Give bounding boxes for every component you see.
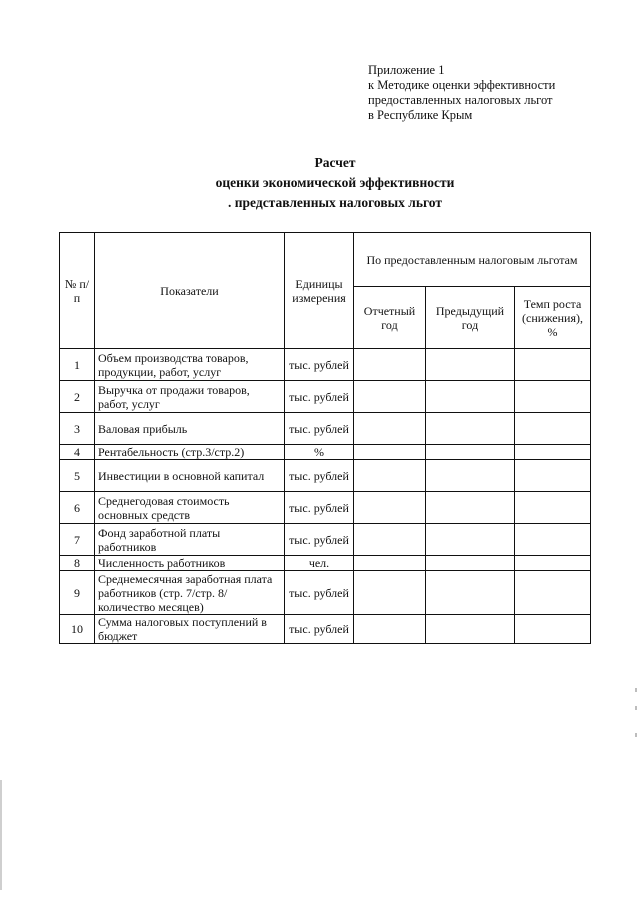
scan-speck	[635, 706, 637, 710]
appendix-line: к Методике оценки эффективности	[368, 78, 556, 92]
row-indicator: Сумма налоговых поступлений в бюджет	[95, 615, 285, 644]
title-line-2: оценки экономической эффективности	[215, 175, 455, 190]
cell-previous-year	[426, 460, 515, 492]
cell-previous-year	[426, 524, 515, 556]
cell-reporting-year	[354, 615, 426, 644]
row-number: 3	[60, 413, 95, 445]
row-indicator: Инвестиции в основной капитал	[95, 460, 285, 492]
appendix-line: Приложение 1	[368, 63, 445, 77]
row-number: 9	[60, 571, 95, 615]
table-row	[60, 615, 591, 644]
header-growth-rate: Темп роста (снижения), %	[515, 287, 591, 349]
row-unit: тыс. рублей	[285, 492, 354, 524]
cell-growth-rate	[515, 460, 591, 492]
table-row	[60, 571, 591, 615]
table-row	[60, 524, 591, 556]
row-indicator: Валовая прибыль	[95, 413, 285, 445]
cell-reporting-year	[354, 571, 426, 615]
header-number: № п/п	[60, 233, 95, 349]
table-row	[60, 556, 591, 571]
row-unit: %	[285, 445, 354, 460]
cell-previous-year	[426, 413, 515, 445]
row-number: 6	[60, 492, 95, 524]
cell-reporting-year	[354, 492, 426, 524]
row-indicator: Рентабельность (стр.3/стр.2)	[95, 445, 285, 460]
row-number: 8	[60, 556, 95, 571]
header-benefits-group: По предоставленным налоговым льготам	[354, 233, 591, 287]
table-row	[60, 460, 591, 492]
cell-previous-year	[426, 445, 515, 460]
cell-reporting-year	[354, 556, 426, 571]
row-indicator: Среднегодовая стоимость основных средств	[95, 492, 285, 524]
cell-growth-rate	[515, 413, 591, 445]
cell-growth-rate	[515, 571, 591, 615]
appendix-line: в Республике Крым	[368, 108, 473, 122]
row-unit: тыс. рублей	[285, 349, 354, 381]
cell-reporting-year	[354, 445, 426, 460]
header-reporting-year: Отчетный год	[354, 287, 426, 349]
calculation-table	[59, 232, 591, 644]
cell-growth-rate	[515, 524, 591, 556]
appendix-note	[368, 63, 618, 123]
row-unit: тыс. рублей	[285, 615, 354, 644]
row-number: 1	[60, 349, 95, 381]
table-row	[60, 381, 591, 413]
cell-previous-year	[426, 349, 515, 381]
cell-reporting-year	[354, 381, 426, 413]
row-indicator: Объем производства товаров, продукции, работ, услуг	[95, 349, 285, 381]
cell-growth-rate	[515, 615, 591, 644]
row-unit: тыс. рублей	[285, 413, 354, 445]
cell-reporting-year	[354, 413, 426, 445]
cell-growth-rate	[515, 445, 591, 460]
table-row	[60, 413, 591, 445]
cell-reporting-year	[354, 460, 426, 492]
table-row	[60, 492, 591, 524]
cell-growth-rate	[515, 349, 591, 381]
row-number: 5	[60, 460, 95, 492]
row-unit: тыс. рублей	[285, 460, 354, 492]
cell-previous-year	[426, 492, 515, 524]
appendix-line: предоставленных налоговых льгот	[368, 93, 553, 107]
header-indicator: Показатели	[95, 233, 285, 349]
row-unit: тыс. рублей	[285, 381, 354, 413]
row-indicator: Фонд заработной платы работников	[95, 524, 285, 556]
title-line-1: Расчет	[314, 155, 356, 170]
cell-previous-year	[426, 571, 515, 615]
row-unit: тыс. рублей	[285, 571, 354, 615]
table-row	[60, 445, 591, 460]
table-row	[60, 349, 591, 381]
cell-previous-year	[426, 381, 515, 413]
cell-growth-rate	[515, 492, 591, 524]
cell-reporting-year	[354, 524, 426, 556]
scan-edge-mark	[0, 780, 2, 890]
cell-reporting-year	[354, 349, 426, 381]
scan-speck	[635, 733, 637, 737]
row-number: 7	[60, 524, 95, 556]
cell-previous-year	[426, 615, 515, 644]
row-indicator: Численность работников	[95, 556, 285, 571]
row-unit: тыс. рублей	[285, 524, 354, 556]
cell-previous-year	[426, 556, 515, 571]
row-indicator: Выручка от продажи товаров, работ, услуг	[95, 381, 285, 413]
row-number: 4	[60, 445, 95, 460]
row-number: 10	[60, 615, 95, 644]
header-previous-year: Предыдущий год	[426, 287, 515, 349]
row-number: 2	[60, 381, 95, 413]
scan-speck	[635, 688, 637, 692]
row-indicator: Среднемесячная заработная плата работников (стр. 7/стр. 8/количество месяцев)	[95, 571, 285, 615]
document-title	[140, 153, 530, 213]
header-unit: Единицы измерения	[285, 233, 354, 349]
row-unit: чел.	[285, 556, 354, 571]
cell-growth-rate	[515, 556, 591, 571]
cell-growth-rate	[515, 381, 591, 413]
title-line-3: . представленных налоговых льгот	[228, 195, 442, 210]
